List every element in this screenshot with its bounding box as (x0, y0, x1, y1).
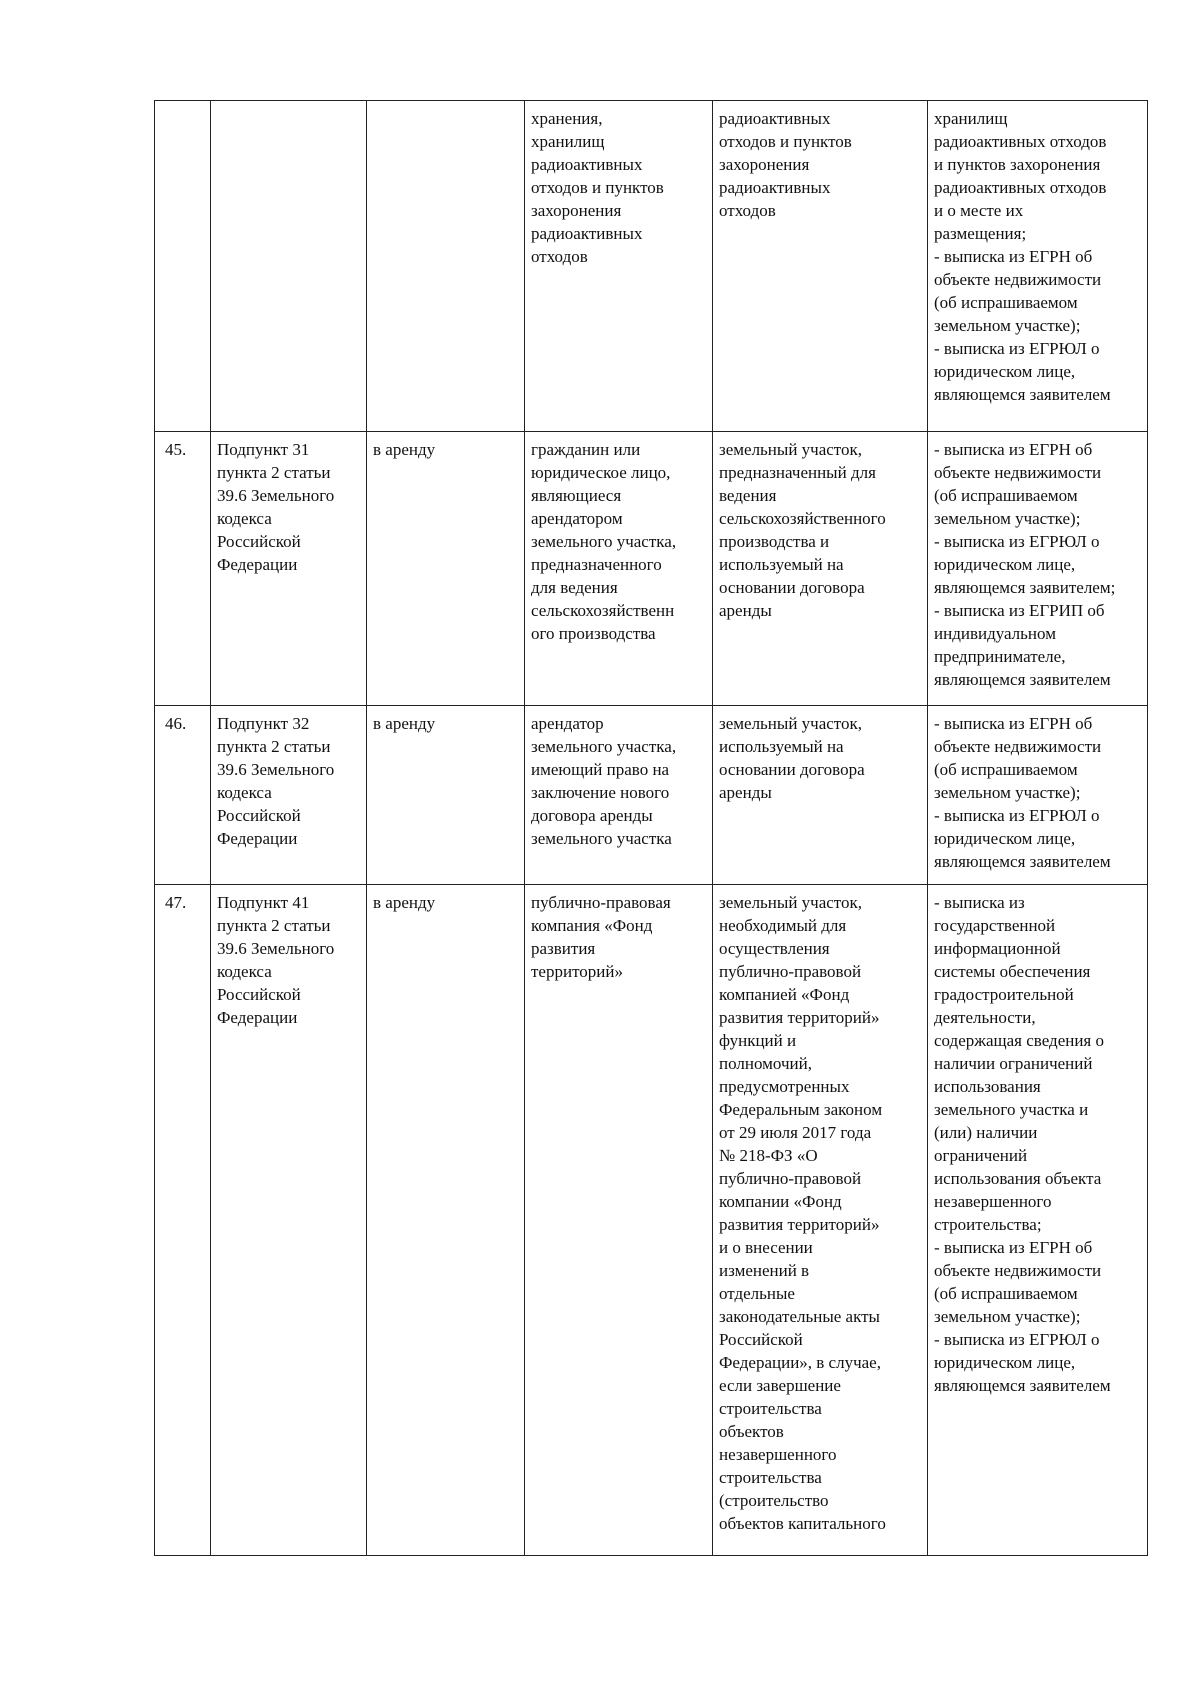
land-parcel-cell: земельный участок, предназначенный для ведения сельскохозяйственного производства и используемый на основании договора аренды (713, 432, 928, 706)
documents-cell: - выписка из ЕГРН об объекте недвижимости (об испрашиваемом земельном участке); - выписка из ЕГРЮЛ о юридическом лице, являющемся заявителем (928, 706, 1148, 885)
applicant-cell: хранения, хранилищ радиоактивных отходов и пунктов захоронения радиоактивных отходов (525, 101, 713, 432)
table-row (155, 706, 1148, 885)
table-row (155, 885, 1148, 1556)
legal-basis-cell: Подпункт 32 пункта 2 статьи 39.6 Земельного кодекса Российской Федерации (211, 706, 367, 885)
right-type-cell (367, 101, 525, 432)
table-row (155, 432, 1148, 706)
legal-basis-cell: Подпункт 41 пункта 2 статьи 39.6 Земельного кодекса Российской Федерации (211, 885, 367, 1556)
documents-cell: - выписка из ЕГРН об объекте недвижимости (об испрашиваемом земельном участке); - выписка из ЕГРЮЛ о юридическом лице, являющемся заявителем; - выписка из ЕГРИП об индивидуальном предпринимателе, являющемся заявителем (928, 432, 1148, 706)
row-number (155, 101, 211, 432)
land-parcel-cell: радиоактивных отходов и пунктов захоронения радиоактивных отходов (713, 101, 928, 432)
row-number: 46. (155, 706, 211, 885)
legal-basis-cell (211, 101, 367, 432)
row-number: 45. (155, 432, 211, 706)
land-parcel-cell: земельный участок, необходимый для осуществления публично-правовой компанией «Фонд развития территорий» функций и полномочий, предусмотренных Федеральным законом от 29 июля 2017 года № 218-ФЗ «О публично-правовой компании «Фонд развития территорий» и о внесении изменений в отдельные законодательные акты Российской Федерации», в случае, если завершение строительства объектов незавершенного строительства (строительство объектов капитального (713, 885, 928, 1556)
right-type-cell: в аренду (367, 885, 525, 1556)
right-type-cell: в аренду (367, 432, 525, 706)
land-parcel-cell: земельный участок, используемый на основании договора аренды (713, 706, 928, 885)
applicant-cell: гражданин или юридическое лицо, являющиеся арендатором земельного участка, предназначенного для ведения сельскохозяйственн ого производства (525, 432, 713, 706)
documents-cell: хранилищ радиоактивных отходов и пунктов захоронения радиоактивных отходов и о месте их размещения; - выписка из ЕГРН об объекте недвижимости (об испрашиваемом земельном участке); - выписка из ЕГРЮЛ о юридическом лице, являющемся заявителем (928, 101, 1148, 432)
row-number: 47. (155, 885, 211, 1556)
right-type-cell: в аренду (367, 706, 525, 885)
legal-basis-cell: Подпункт 31 пункта 2 статьи 39.6 Земельного кодекса Российской Федерации (211, 432, 367, 706)
documents-cell: - выписка из государственной информационной системы обеспечения градостроительной деятельности, содержащая сведения о наличии ограничений использования земельного участка и (или) наличии ограничений использования объекта незавершенного строительства; - выписка из ЕГРН об объекте недвижимости (об испрашиваемом земельном участке); - выписка из ЕГРЮЛ о юридическом лице, являющемся заявителем (928, 885, 1148, 1556)
table-row (155, 101, 1148, 432)
applicant-cell: арендатор земельного участка, имеющий право на заключение нового договора аренды земельного участка (525, 706, 713, 885)
land-provision-table (154, 100, 1148, 1556)
applicant-cell: публично-правовая компания «Фонд развития территорий» (525, 885, 713, 1556)
